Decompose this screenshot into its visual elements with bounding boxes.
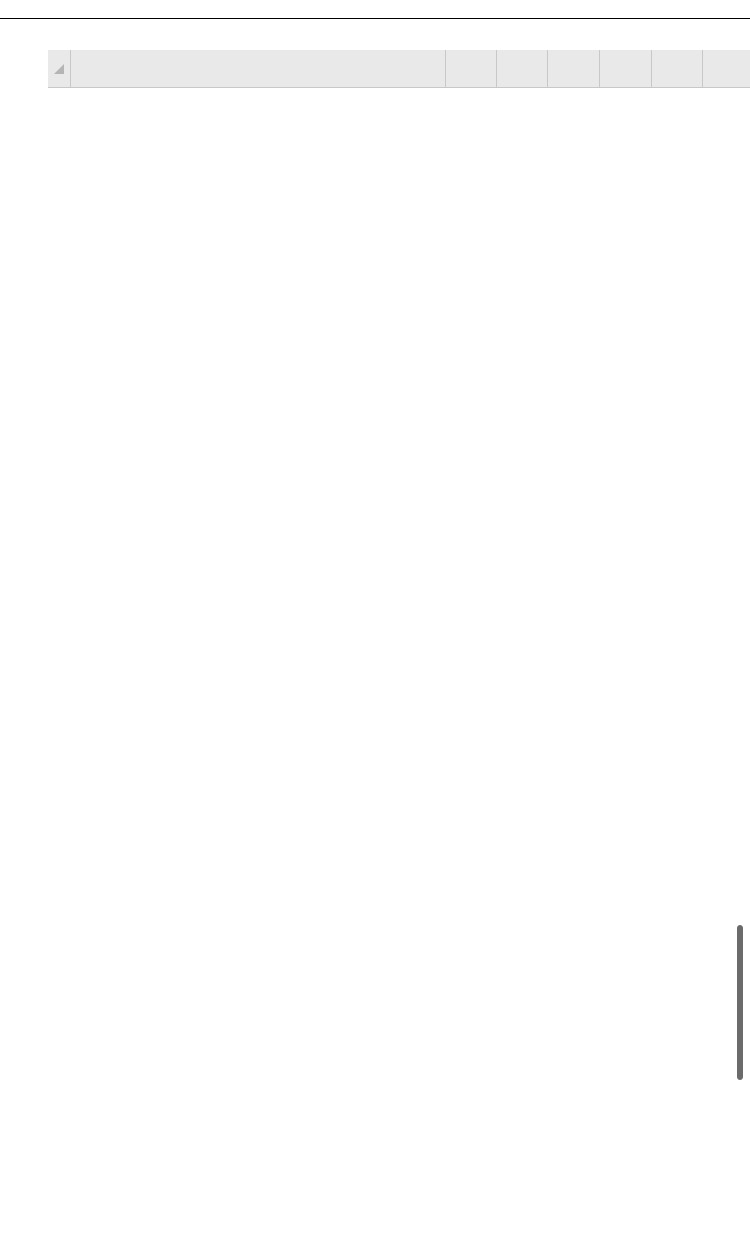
column-header-a[interactable] (71, 50, 446, 88)
spreadsheet-constants (48, 50, 706, 808)
spreadsheet-calculations (48, 838, 710, 1258)
column-header-d[interactable] (548, 50, 600, 88)
column-header-e[interactable] (600, 50, 652, 88)
column-header-c[interactable] (497, 50, 548, 88)
column-header-b[interactable] (446, 50, 497, 88)
select-all-corner[interactable] (48, 50, 71, 88)
top-rule (0, 18, 750, 19)
column-header-f[interactable] (652, 50, 703, 88)
vertical-scrollbar[interactable] (737, 925, 743, 1080)
column-header-g[interactable] (703, 50, 750, 88)
corner-triangle-icon (54, 64, 64, 74)
